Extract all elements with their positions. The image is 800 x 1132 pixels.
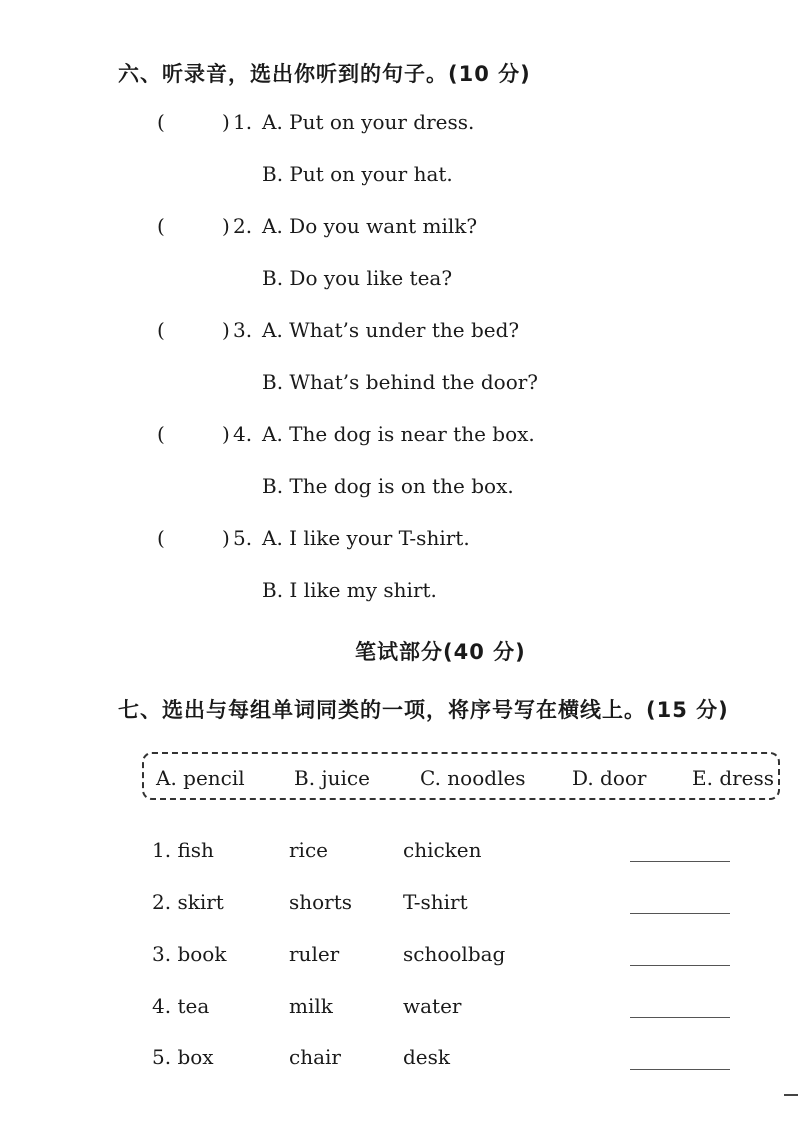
option-b: B. The dog is on the box. <box>262 474 514 498</box>
question-number: 1. <box>233 110 253 134</box>
answer-paren-open: ( <box>157 422 165 446</box>
word-2: shorts <box>289 890 353 914</box>
answer-paren-close: ) <box>222 214 230 238</box>
answer-paren-open: ( <box>157 110 165 134</box>
section-7-title: 七、选出与每组单词同类的一项，将序号写在横线上。(15 分) <box>118 698 729 722</box>
answer-paren-close: ) <box>222 318 230 342</box>
word-1: 5. box <box>152 1045 214 1069</box>
question-number: 5. <box>233 526 253 550</box>
section-6-title: 六、听录音，选出你听到的句子。(10 分) <box>118 62 531 86</box>
option-a: A. Put on your dress. <box>262 110 475 134</box>
answer-paren-open: ( <box>157 214 165 238</box>
word-2: rice <box>289 838 328 862</box>
answer-paren-close: ) <box>222 526 230 550</box>
word-option-b: B. juice <box>294 766 370 790</box>
option-b: B. I like my shirt. <box>262 578 437 602</box>
word-2: milk <box>289 994 333 1018</box>
answer-blank[interactable] <box>630 861 730 862</box>
answer-blank[interactable] <box>630 965 730 966</box>
option-b: B. What’s behind the door? <box>262 370 539 394</box>
word-option-d: D. door <box>572 766 647 790</box>
word-3: desk <box>403 1045 451 1069</box>
word-options-box <box>142 752 780 800</box>
word-3: water <box>403 994 462 1018</box>
word-3: T-shirt <box>403 890 468 914</box>
question-number: 2. <box>233 214 253 238</box>
word-1: 4. tea <box>152 994 210 1018</box>
option-a: A. The dog is near the box. <box>262 422 535 446</box>
page-edge-mark <box>784 1094 798 1096</box>
word-1: 3. book <box>152 942 227 966</box>
answer-blank[interactable] <box>630 913 730 914</box>
option-a: A. Do you want milk? <box>262 214 478 238</box>
answer-paren-close: ) <box>222 110 230 134</box>
word-3: chicken <box>403 838 482 862</box>
word-2: ruler <box>289 942 340 966</box>
answer-paren-open: ( <box>157 526 165 550</box>
word-option-c: C. noodles <box>420 766 526 790</box>
question-number: 3. <box>233 318 253 342</box>
word-1: 1. fish <box>152 838 214 862</box>
written-part-title: 笔试部分(40 分) <box>355 640 526 664</box>
answer-blank[interactable] <box>630 1017 730 1018</box>
option-a: A. What’s under the bed? <box>262 318 520 342</box>
option-a: A. I like your T-shirt. <box>262 526 470 550</box>
answer-paren-close: ) <box>222 422 230 446</box>
word-2: chair <box>289 1045 341 1069</box>
word-option-e: E. dress <box>692 766 775 790</box>
answer-blank[interactable] <box>630 1069 730 1070</box>
word-option-a: A. pencil <box>156 766 245 790</box>
word-3: schoolbag <box>403 942 506 966</box>
option-b: B. Do you like tea? <box>262 266 453 290</box>
question-number: 4. <box>233 422 253 446</box>
option-b: B. Put on your hat. <box>262 162 453 186</box>
answer-paren-open: ( <box>157 318 165 342</box>
word-1: 2. skirt <box>152 890 224 914</box>
